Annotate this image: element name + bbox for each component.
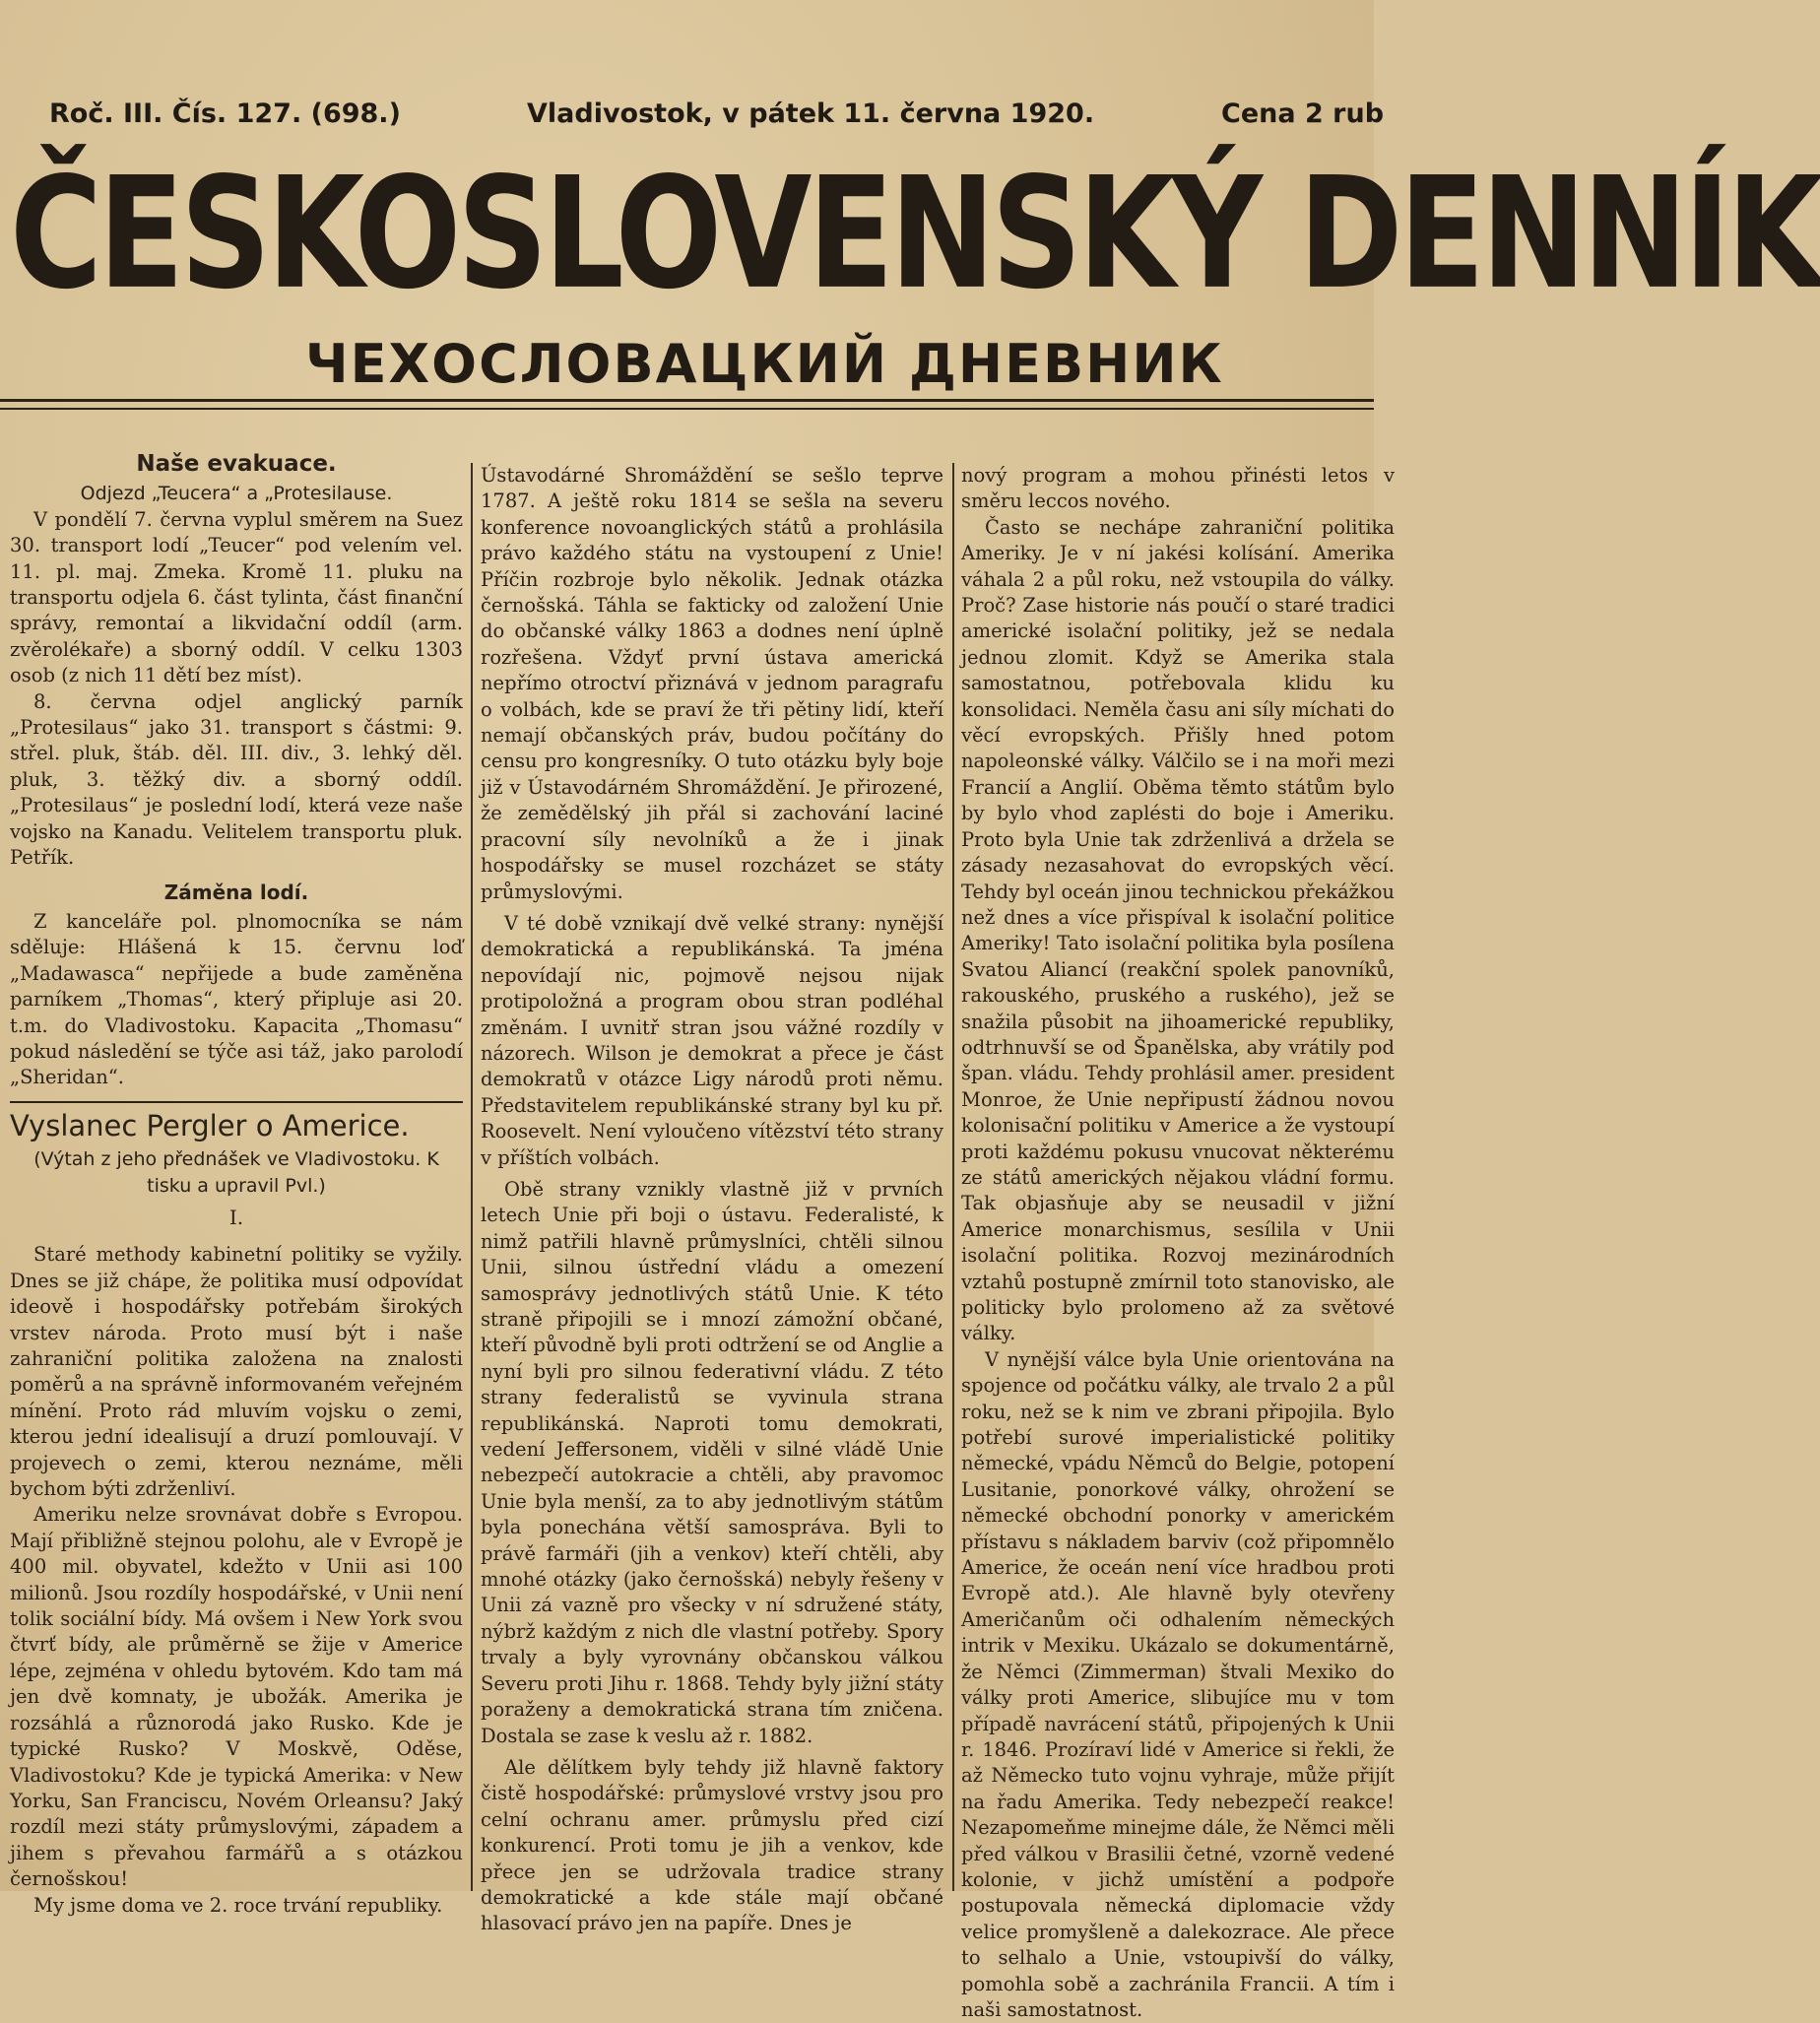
- paragraph: V pondělí 7. června vyplul směrem na Suez 30. transport lodí „Teucer“ pod velením vel. 11. pl. maj. Zmeka. Kromě 11. pluku na transportu odjela 6. část tylinta, část finanční správy, remontaí a likvidační oddíl (arm. zvěrolékaře) a sborný oddíl. V celku 1303 osob (z nich 11 dětí bez míst).: [10, 507, 463, 687]
- article-subtitle-pergler: (Výtah z jeho přednášek ve Vladivostoku. K tisku a upravil Pvl.): [33, 1148, 439, 1197]
- article-title-zamena: Záměna lodí.: [163, 880, 309, 904]
- paragraph: V nynější válce byla Unie orientována na spojence od počátku války, ale trvalo 2 a půl roku, než se k nim ve zbrani připojila. Bylo potřebí surové imperialistické politiky německé, vpádu Němců do Belgie, potopení Lusitanie, ponorkové války, ohrožení se německé obchodní ponorky v americkém přístavu s nákladem barviv (což připomnělo Americe, že oceán není více hradbou proti Evropě atd.). Ale hlavně byly otevřeny Američanům oči odhalením německých intrik v Mexiku. Ukázalo se dokumentárně, že Němci (Zimmerman) štvali Mexiko do války proti Americe, slibujíce mu v tom případě navrácení států, připojených k Unii r. 1846. Prozíraví lidé v Americe si řekli, že až Německo tuto vojnu vyhraje, může přijít na řadu Amerika. Tedy nebezpečí reakce! Nezapomeňme minejme dále, že Němci měli před válkou v Brasilii četné, vzorně vedené kolonie, v jichž umístění a podpoře postupovala německá diplomacie vždy velice promyšleně a dalekozrace. Ale přece to selhalo a Unie, vstoupivší do války, pomohla sobě a zachránila Francii. A tím i naši samostatnost.: [961, 1347, 1395, 2021]
- issue-number: Roč. III. Čís. 127. (698.): [49, 98, 401, 129]
- section-number: I.: [228, 1205, 244, 1229]
- paragraph: Ale dělítkem byly tehdy již hlavně faktory čistě hospodářské: průmyslové vrstvy jsou pro celní ochranu amer. průmyslu před cizí konkurencí. Proti tomu je jih a venkov, kde přece jen se udržovala tradice strany demokratické a kde stále mají občané hlasovací právo jen na papíře. Dnes je: [481, 1755, 943, 1935]
- column-separator: [952, 463, 954, 1891]
- paragraph: nový program a mohou přinésti letos v směru leccos nového.: [961, 464, 1395, 513]
- paragraph: Ameriku nelze srovnávat dobře s Evropou. Mají přibližně stejnou polohu, ale v Evropě je 400 mil. obyvatel, kdežto v Unii asi 100 milionů. Jsou rozdíly hospodářské, v Unii není tolik sociální bídy. Má ovšem i New York svou čtvrť bídy, ale průměrně se žije v Americe lépe, zejména v ohledu bytovém. Kdo tam má jen dvě komnaty, je ubožák. Amerika je rozsáhlá a různorodá jako Rusko. Kde je typické Rusko? V Moskvě, Oděse, Vladivostoku? Kde je typická Amerika: v New Yorku, San Franciscu, Novém Orleansu? Jaký rozdíl mezi státy průmyslovými, západem a jihem s převahou farmářů a s otázkou černošskou!: [10, 1503, 463, 1891]
- masthead-title: ČESKOSLOVENSKÝ DENNÍK: [10, 144, 1820, 324]
- column-1: [10, 445, 463, 1917]
- article-subtitle-evakuace: Odjezd „Teucera“ a „Protesilause.: [80, 483, 393, 505]
- masthead-subtitle: ЧЕХОСЛОВАЦКИЙ ДНЕВНИК: [305, 333, 1224, 395]
- column-2: [481, 463, 943, 1935]
- dateline: Vladivostok, v pátek 11. června 1920.: [527, 98, 1095, 129]
- paragraph: Ústavodárné Shromáždění se sešlo teprve 1787. A ještě roku 1814 se sešla na severu konference novoanglických států a prohlásila právo každého státu na vystoupení z Unie! Příčin rozbroje bylo několik. Jednak otázka černošská. Táhla se fakticky od založení Unie do občanské války 1863 a dodnes není úplně rozřešena. Vždyť první ústava americká nepřímo otroctví přiznává v jednom paragrafu o volbách, kde se praví že tři pětiny lidí, kteří nemají občanských práv, budou počítány do censu pro kongresníky. O tuto otázku byly boje již v Ústavodárném Shromáždění. Je přirozené, že zemědělský jih přál si zachování laciné pracovní síly nevolníků a že i jinak hospodářsky se musel rozcházet se státy průmyslovými.: [481, 464, 943, 903]
- paragraph: My jsme doma ve 2. roce trvání republiky.: [33, 1893, 443, 1917]
- header-line: [49, 98, 1385, 138]
- paragraph: Staré methody kabinetní politiky se vyžily. Dnes se již chápe, že politika musí odpovídat ideově i hospodářsky potřebám širokých vrstev národa. Proto musí být i naše zahraniční politika založena na znalosti poměrů a na správně informovaném veřejném mínění. Proto rád mluvím vojsku o zemi, kterou jední idealisují a druzí pomlouvají. V projevech o zemi, kterou neznáme, měli bychom býti zdrženliví.: [10, 1243, 463, 1501]
- masthead-rule: [0, 399, 1374, 402]
- article-title-evakuace: Naše evakuace.: [136, 451, 337, 477]
- paragraph: Často se nechápe zahraniční politika Ameriky. Je v ní jakési kolísání. Amerika váhala 2 a půl roku, než vstoupila do války. Proč? Zase historie nás poučí o staré tradici americké isolační politiky, jež se nedala jednou zlomit. Když se Amerika stala samostatnou, potřebovala klidu ku konsolidaci. Neměla času ani síly míchati do věcí evropských. Přišly hned potom napoleonské války. Válčilo se i na moři mezi Francií a Anglií. Oběma těmto státům bylo by bylo vhod zaplésti do boje i Ameriku. Proto byla Unie tak zdrženlivá a držela se zásady nezasahovat do evropských věcí. Tehdy byl oceán jinou technickou překážkou než dnes a více přispíval k isolační politice Ameriky! Tato isolační politika byla posílena Svatou Aliancí (reakční spolek panovníků, rakouského, pruského a ruského), jež se snažila působit na jihoamerické republiky, odtrhnuvší se od Španělska, aby vrátily pod špan. vládu. Tehdy prohlásil amer. president Monroe, že Unie nepřipustí žádnou novou kolonisační politiku v Americe a že vystoupí proti každému pokusu vnucovat některému ze států amerických nějakou vládní formu. Tak objasňuje aby se neusadil v jižní Americe monarchismus, sesílila v Unii isolační politika. Rozvoj mezinárodních vztahů postupně zmírnil toto stanovisko, ale politicky bylo prolomeno až za světové války.: [961, 515, 1395, 1345]
- column-3: [961, 463, 1395, 2021]
- paragraph: Z kanceláře pol. plnomocníka se nám sděluje: Hlášená k 15. červnu loď „Madawasca“ nepřijede a bude zaměněna parníkem „Thomas“, který připluje asi 20. t.m. do Vladivostoku. Kapacita „Thomasu“ pokud následění se týče asi táž, jako parolodí „Sheridan“.: [10, 909, 463, 1089]
- paragraph: Obě strany vznikly vlastně již v prvních letech Unie při boji o ústavu. Federalisté, k nimž patřili hlavně průmyslníci, chtěli silnou Unii, silnou ústřední vládu a omezení samosprávy jednotlivých států Unie. K této straně připojili se i mnozí zámožní občané, kteří původně byli proti odtržení se od Anglie a nyní byli pro silnou federativní vládu. Z této strany federalistů se vyvinula strana republikánská. Naproti tomu demokrati, vedení Jeffersonem, viděli v silné vládě Unie nebezpečí autokracie a chtěli, aby pravomoc Unie byla menší, za to aby jednotlivým státům byla ponechána větší samospráva. Byli to právě farmáři (jih a venkov) kteří chtěli, aby mnohé otázky (jako černošská) nebyly řešeny v Unii zá vazně pro všecky v ní sdružené státy, nýbrž každým z nich dle vlastní potřeby. Spory trvaly a byly vyrovnány občanskou válkou Severu proti Jihu r. 1868. Tehdy byly jižní státy poraženy a demokratická strana tím zničena. Dostala se zase k veslu až r. 1882.: [481, 1177, 943, 1747]
- paragraph: 8. června odjel anglický parník „Protesilaus“ jako 31. transport s částmi: 9. střel. pluk, štáb. děl. III. div., 3. lehký děl. pluk, 3. těžký div. a sborný oddíl. „Protesilaus“ je poslední lodí, která veze naše vojsko na Kanadu. Velitelem transportu pluk. Petřík.: [10, 689, 463, 870]
- article-title-pergler: Vyslanec Pergler o Americe.: [10, 1108, 410, 1142]
- masthead-rule-thin: [0, 408, 1374, 410]
- price: Cena 2 rub: [1221, 98, 1385, 129]
- column-separator: [471, 463, 473, 1891]
- paragraph: V té době vznikají dvě velké strany: nynější demokratická a republikánská. Ta jména nepovídají nic, pojmově nejsou nijak protipoložná a program obou stran podléhal změnám. I uvnitř stran jsou vážné rozdíly v názorech. Wilson je demokrat a přece je část demokratů v otázce Ligy národů proti němu. Představitelem republikánské strany byl ku př. Roosevelt. Není vyloučeno vítězství této strany v příštích volbách.: [481, 911, 943, 1169]
- article-divider: [10, 1101, 463, 1103]
